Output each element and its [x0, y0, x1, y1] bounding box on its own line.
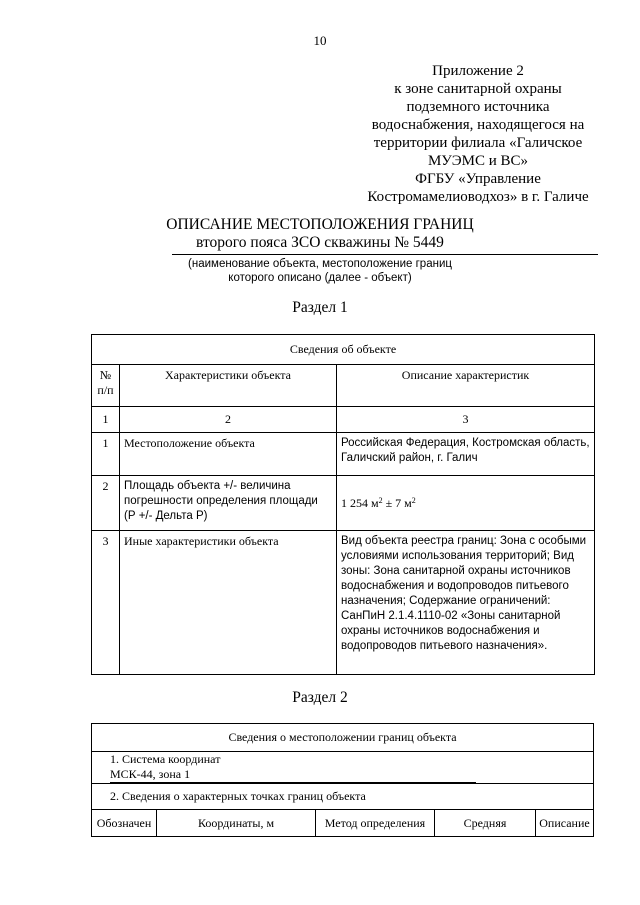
appendix-line: ФГБУ «Управление: [415, 171, 541, 187]
coordinate-system-row: [92, 752, 594, 784]
appendix-line: Приложение 2: [432, 63, 524, 79]
points-info-label: 2. Сведения о характерных точках границ объекта: [92, 784, 594, 810]
appendix-line: водоснабжения, находящегося на: [371, 117, 585, 133]
coordinate-system-value: МСК-44, зона 1: [110, 767, 476, 783]
section-1-heading: Раздел 1: [292, 299, 348, 316]
appendix-line: МУЭМС и ВС»: [427, 153, 529, 169]
object-info-table-title: Сведения об объекте: [92, 335, 595, 365]
column-header-description: Описание характеристик: [337, 365, 595, 407]
column-header-designation: Обозначен: [92, 810, 157, 836]
title-underline: [172, 254, 598, 255]
row-number: 3: [92, 531, 120, 675]
row-description: Российская Федерация, Костромская область, Галичский район, г. Галич: [337, 433, 595, 476]
title-note: [0, 257, 640, 285]
row-number: 1: [92, 433, 120, 476]
appendix-line: к зоне санитарной охраны: [394, 81, 562, 97]
boundary-info-table: [91, 723, 594, 837]
column-header-description: Описание: [539, 815, 590, 830]
table-row: [92, 531, 595, 675]
column-header-characteristic: Характеристики объекта: [120, 365, 337, 407]
row-characteristic: Местоположение объекта: [120, 433, 337, 476]
column-index: 1: [92, 407, 120, 433]
column-header-method: Метод определения: [316, 810, 435, 836]
document-title: ОПИСАНИЕ МЕСТОПОЛОЖЕНИЯ ГРАНИЦ: [166, 216, 474, 233]
table-row: [92, 433, 595, 476]
points-columns-row: [92, 810, 594, 837]
note-line: (наименование объекта, местоположение границ: [188, 258, 452, 270]
appendix-line: Костромамелиоводхоз» в г. Галиче: [367, 189, 589, 205]
row-description: [337, 476, 595, 531]
object-info-table: [91, 334, 595, 675]
section-2-heading: Раздел 2: [292, 689, 348, 706]
page-number: 10: [313, 33, 327, 48]
appendix-line: подземного источника: [406, 99, 550, 115]
row-description: Вид объекта реестра границ: Зона с особыми условиями использования территорий; Вид зоны: Зона санитарной охраны источников водоснабжения и водопроводов питьевого назначения; Содержание ограничений: СанПиН 2.1.4.1110-02 «Зоны санитарной охраны источников водоснабжения и водопроводов питьевого назначения».: [337, 531, 595, 675]
row-characteristic: Иные характеристики объекта: [120, 531, 337, 675]
area-error: ± 7 м: [382, 495, 412, 510]
appendix-line: территории филиала «Галичское: [373, 135, 583, 151]
row-number: 2: [92, 476, 120, 531]
row-characteristic: Площадь объекта +/- величина погрешности определения площади (Р +/- Дельта Р): [120, 476, 337, 531]
note-line: которого описано (далее - объект): [228, 272, 412, 284]
appendix-header: [348, 62, 608, 206]
column-header-number: № п/п: [92, 365, 120, 407]
table-row: [92, 476, 595, 531]
column-header-average: Средняя: [435, 810, 536, 836]
document-subtitle: второго пояса ЗСО скважины № 5449: [196, 234, 444, 251]
column-index: 3: [337, 407, 595, 433]
document-title-block: [0, 216, 640, 252]
column-header-coordinates: Координаты, м: [157, 810, 316, 836]
coordinate-system-label: 1. Система координат: [110, 752, 221, 766]
boundary-info-table-title: Сведения о местоположении границ объекта: [92, 724, 594, 752]
error-unit-exponent: 2: [411, 495, 416, 505]
area-unit-exponent: 2: [378, 495, 383, 505]
area-value: 1 254 м: [341, 495, 379, 510]
column-index: 2: [120, 407, 337, 433]
